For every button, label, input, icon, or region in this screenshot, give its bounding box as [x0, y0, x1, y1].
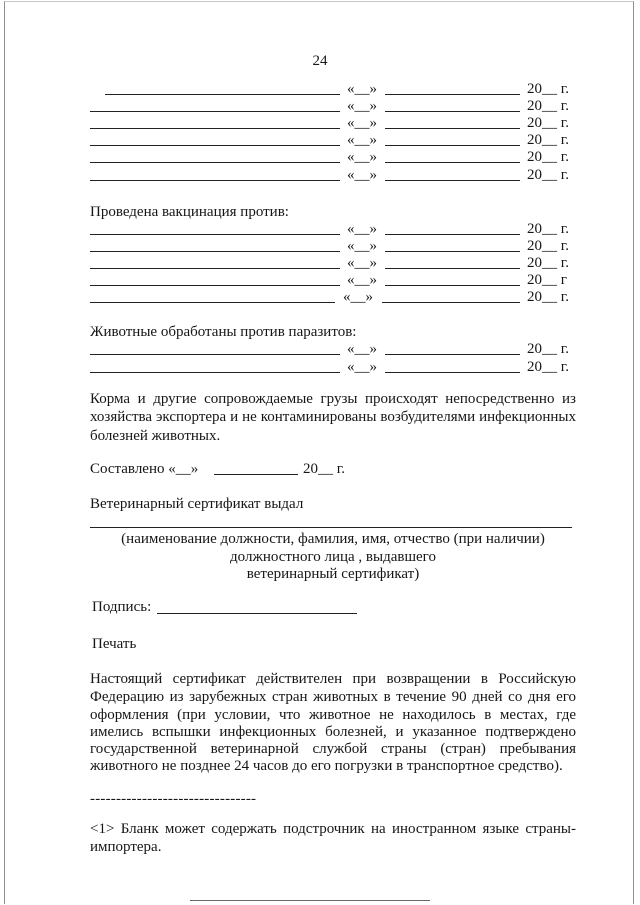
day-placeholder: «__» [347, 149, 377, 165]
blank-line [90, 372, 340, 373]
date-row [0, 359, 640, 376]
feed-statement [0, 391, 640, 447]
compiled-month-blank-line [214, 474, 298, 475]
day-placeholder: «__» [347, 115, 377, 131]
footnote-separator: -------------------------------- [90, 791, 257, 807]
feed-statement-line: болезней животных. [90, 428, 221, 444]
signature-blank-line [157, 613, 357, 614]
blank-line [90, 285, 340, 286]
month-blank-line [385, 251, 520, 252]
blank-line [90, 180, 340, 181]
compiled-label: Составлено «__» [90, 461, 199, 477]
month-blank-line [385, 234, 520, 235]
issuer-caption-line: (наименование должности, фамилия, имя, отчество (при наличии) [121, 531, 545, 547]
issuer-section [0, 496, 640, 586]
validity-statement-line: Федерацию из зарубежных стран животных в течение 90 дней со дня его [90, 689, 576, 705]
blank-line [90, 354, 340, 355]
feed-statement-line: хозяйства экспортера и не контаминированы возбудителями инфекционных [90, 409, 576, 425]
day-placeholder: «__» [347, 341, 377, 357]
date-row [0, 167, 640, 184]
validity-statement-line: оформления (при условии, что животное не находилось в местах, где [90, 707, 576, 723]
feed-statement-line: Корма и другие сопровождаемые грузы происходят непосредственно из [90, 391, 576, 407]
validity-statement [0, 671, 640, 776]
blank-line [90, 302, 335, 303]
vaccination-section [0, 204, 640, 308]
month-blank-line [385, 94, 520, 95]
date-row [0, 255, 640, 272]
month-blank-line [382, 302, 520, 303]
validity-statement-line: животного не позднее 24 часов до его погрузки в транспортное средство). [90, 758, 563, 774]
date-row [0, 341, 640, 358]
month-blank-line [385, 128, 520, 129]
blank-line [90, 268, 340, 269]
issuer-label: Ветеринарный сертификат выдал [90, 496, 304, 512]
year-placeholder: 20__ г. [527, 255, 569, 271]
issuer-blank-line [90, 527, 572, 528]
compiled-date-row [0, 461, 640, 478]
year-placeholder: 20__ г. [527, 341, 569, 357]
year-placeholder: 20__ г. [527, 167, 569, 183]
footnote-line: <1> Бланк может содержать подстрочник на иностранном языке страны- [90, 821, 576, 837]
year-placeholder: 20__ г [527, 272, 567, 288]
date-row [0, 272, 640, 289]
date-row [0, 115, 640, 132]
issuer-caption-line: должностного лица , выдавшего [230, 549, 436, 565]
year-placeholder: 20__ г. [527, 81, 569, 97]
seal-label: Печать [92, 636, 137, 652]
day-placeholder: «__» [347, 272, 377, 288]
date-row [0, 149, 640, 166]
date-row [0, 98, 640, 115]
month-blank-line [385, 111, 520, 112]
compiled-year: 20__ г. [303, 461, 345, 477]
year-placeholder: 20__ г. [527, 149, 569, 165]
parasites-section [0, 324, 640, 378]
blank-line [105, 94, 340, 95]
month-blank-line [385, 162, 520, 163]
month-blank-line [385, 268, 520, 269]
year-placeholder: 20__ г. [527, 221, 569, 237]
day-placeholder: «__» [347, 238, 377, 254]
signature-row [0, 599, 640, 616]
signature-label: Подпись: [92, 599, 152, 615]
day-placeholder: «__» [347, 221, 377, 237]
validity-statement-line: государственной ветеринарной службой страны (стран) пребывания [90, 741, 576, 757]
month-blank-line [385, 372, 520, 373]
parasites-title: Животные обработаны против паразитов: [90, 324, 357, 340]
validity-statement-line: имелись вспышки инфекционных болезней, и указанное подтверждено [90, 724, 576, 740]
date-row [0, 132, 640, 149]
month-blank-line [385, 285, 520, 286]
month-blank-line [385, 145, 520, 146]
day-placeholder: «__» [347, 359, 377, 375]
year-placeholder: 20__ г. [527, 115, 569, 131]
date-row [0, 221, 640, 238]
day-placeholder: «__» [347, 81, 377, 97]
blank-line [90, 128, 340, 129]
day-placeholder: «__» [343, 289, 373, 305]
year-placeholder: 20__ г. [527, 132, 569, 148]
year-placeholder: 20__ г. [527, 289, 569, 305]
blank-line [90, 145, 340, 146]
validity-statement-line: Настоящий сертификат действителен при возвращении в Российскую [90, 671, 576, 687]
month-blank-line [385, 354, 520, 355]
date-row [0, 289, 640, 306]
day-placeholder: «__» [347, 132, 377, 148]
footnote-line: импортера. [90, 839, 162, 855]
date-row [0, 238, 640, 255]
day-placeholder: «__» [347, 98, 377, 114]
day-placeholder: «__» [347, 255, 377, 271]
blank-line [90, 111, 340, 112]
vaccination-title: Проведена вакцинация против: [90, 204, 289, 220]
date-rows-section [0, 81, 640, 185]
page-number: 24 [312, 53, 328, 69]
year-placeholder: 20__ г. [527, 238, 569, 254]
day-placeholder: «__» [347, 167, 377, 183]
scan-edge-line [190, 900, 430, 901]
year-placeholder: 20__ г. [527, 359, 569, 375]
month-blank-line [385, 180, 520, 181]
blank-line [90, 162, 340, 163]
blank-line [90, 234, 340, 235]
issuer-caption-line: ветеринарный сертификат) [246, 566, 420, 582]
footnote [0, 821, 640, 857]
date-row [0, 81, 640, 98]
year-placeholder: 20__ г. [527, 98, 569, 114]
blank-line [90, 251, 340, 252]
